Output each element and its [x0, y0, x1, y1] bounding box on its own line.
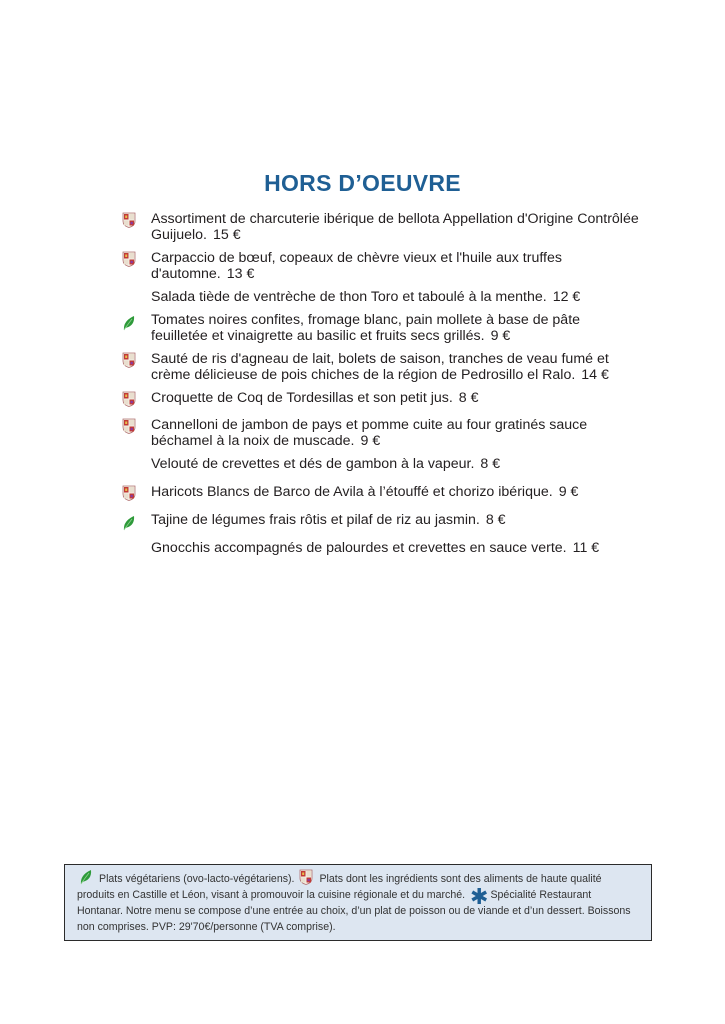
item-price: 15 €: [213, 227, 241, 243]
item-price: 13 €: [226, 266, 255, 282]
item-text: Tomates noires confites, fromage blanc, pain mollete à base de pâte feuilletée et vinaigrette au basilic et fruits secs grillés.: [151, 312, 581, 344]
item-text: Salada tiède de ventrèche de thon Toro et taboulé à la menthe.: [151, 289, 547, 305]
menu-item: [120, 512, 640, 528]
item-price: 9 €: [558, 484, 579, 500]
item-text: Tajine de légumes frais rôtis et pilaf de riz au jasmin.: [151, 512, 480, 528]
item-text: Haricots Blancs de Barco de Avila à l’étouffé et chorizo ibérique.: [151, 484, 553, 500]
item-price: 8 €: [458, 390, 479, 406]
item-text: Gnocchis accompagnés de palourdes et crevettes en sauce verte.: [151, 540, 567, 556]
item-price: 8 €: [485, 512, 506, 528]
item-price: 9 €: [360, 433, 381, 449]
menu-item: [120, 417, 640, 449]
item-text: Velouté de crevettes et dés de gambon à la vapeur.: [151, 456, 475, 472]
item-price: 8 €: [480, 456, 501, 472]
castilla-leon-shield-icon: [122, 212, 136, 228]
menu-item: [120, 211, 640, 243]
item-price: 12 €: [552, 289, 581, 305]
item-price: 9 €: [490, 328, 511, 344]
menu-list: [120, 211, 640, 556]
castilla-leon-shield-icon: [122, 251, 136, 267]
asterisk-icon: ✱: [470, 884, 489, 909]
item-text: Croquette de Coq de Tordesillas et son petit jus.: [151, 390, 453, 406]
menu-item: [120, 289, 640, 305]
leaf-icon: [79, 869, 93, 885]
item-text: Carpaccio de bœuf, copeaux de chèvre vieux et l'huile aux truffes d'automne.: [151, 250, 562, 282]
castilla-leon-shield-icon: [122, 352, 136, 368]
legend-box: [64, 864, 652, 941]
page-title: HORS D’OEUVRE: [264, 170, 461, 196]
menu-item: [120, 540, 640, 556]
castilla-leon-shield-icon: [122, 418, 136, 434]
item-text: Assortiment de charcuterie ibérique de bellota Appellation d'Origine Contrôlée Guijuelo.: [151, 211, 639, 243]
leaf-icon: [122, 515, 136, 531]
menu-item: [120, 390, 640, 406]
castilla-leon-shield-icon: [122, 485, 136, 501]
legend-regional-text: Plats dont les ingrédients sont des aliments de haute qualité produits en Castille et Léon, visant à promouvoir la cuisine régionale et du marché.: [77, 873, 602, 901]
castilla-leon-shield-icon: [299, 869, 313, 885]
menu-item: [120, 351, 640, 383]
castilla-leon-shield-icon: [122, 391, 136, 407]
item-price: 14 €: [581, 367, 609, 383]
menu-item: [120, 250, 640, 282]
item-text: Sauté de ris d'agneau de lait, bolets de saison, tranches de veau fumé et crème délicieuse de pois chiches de la région de Pedrosillo el Ralo.: [151, 351, 609, 383]
menu-item: [120, 456, 640, 472]
leaf-icon: [122, 315, 136, 331]
item-price: 11 €: [572, 540, 600, 556]
item-text: Cannelloni de jambon de pays et pomme cuite au four gratinés sauce béchamel à la noix de muscade.: [151, 417, 588, 449]
legend-speciality-text: Spécialité Restaurant Hontanar. Notre menu se compose d’une entrée au choix, d’un plat de poisson ou de viande et d’un dessert. Boissons non comprises. PVP: 29'70€/personne (TVA comprise).: [77, 889, 631, 933]
legend-vegetarian-text: Plats végétariens (ovo-lacto-végétariens).: [99, 873, 295, 885]
menu-item: [120, 312, 640, 344]
menu-item: [120, 484, 640, 500]
